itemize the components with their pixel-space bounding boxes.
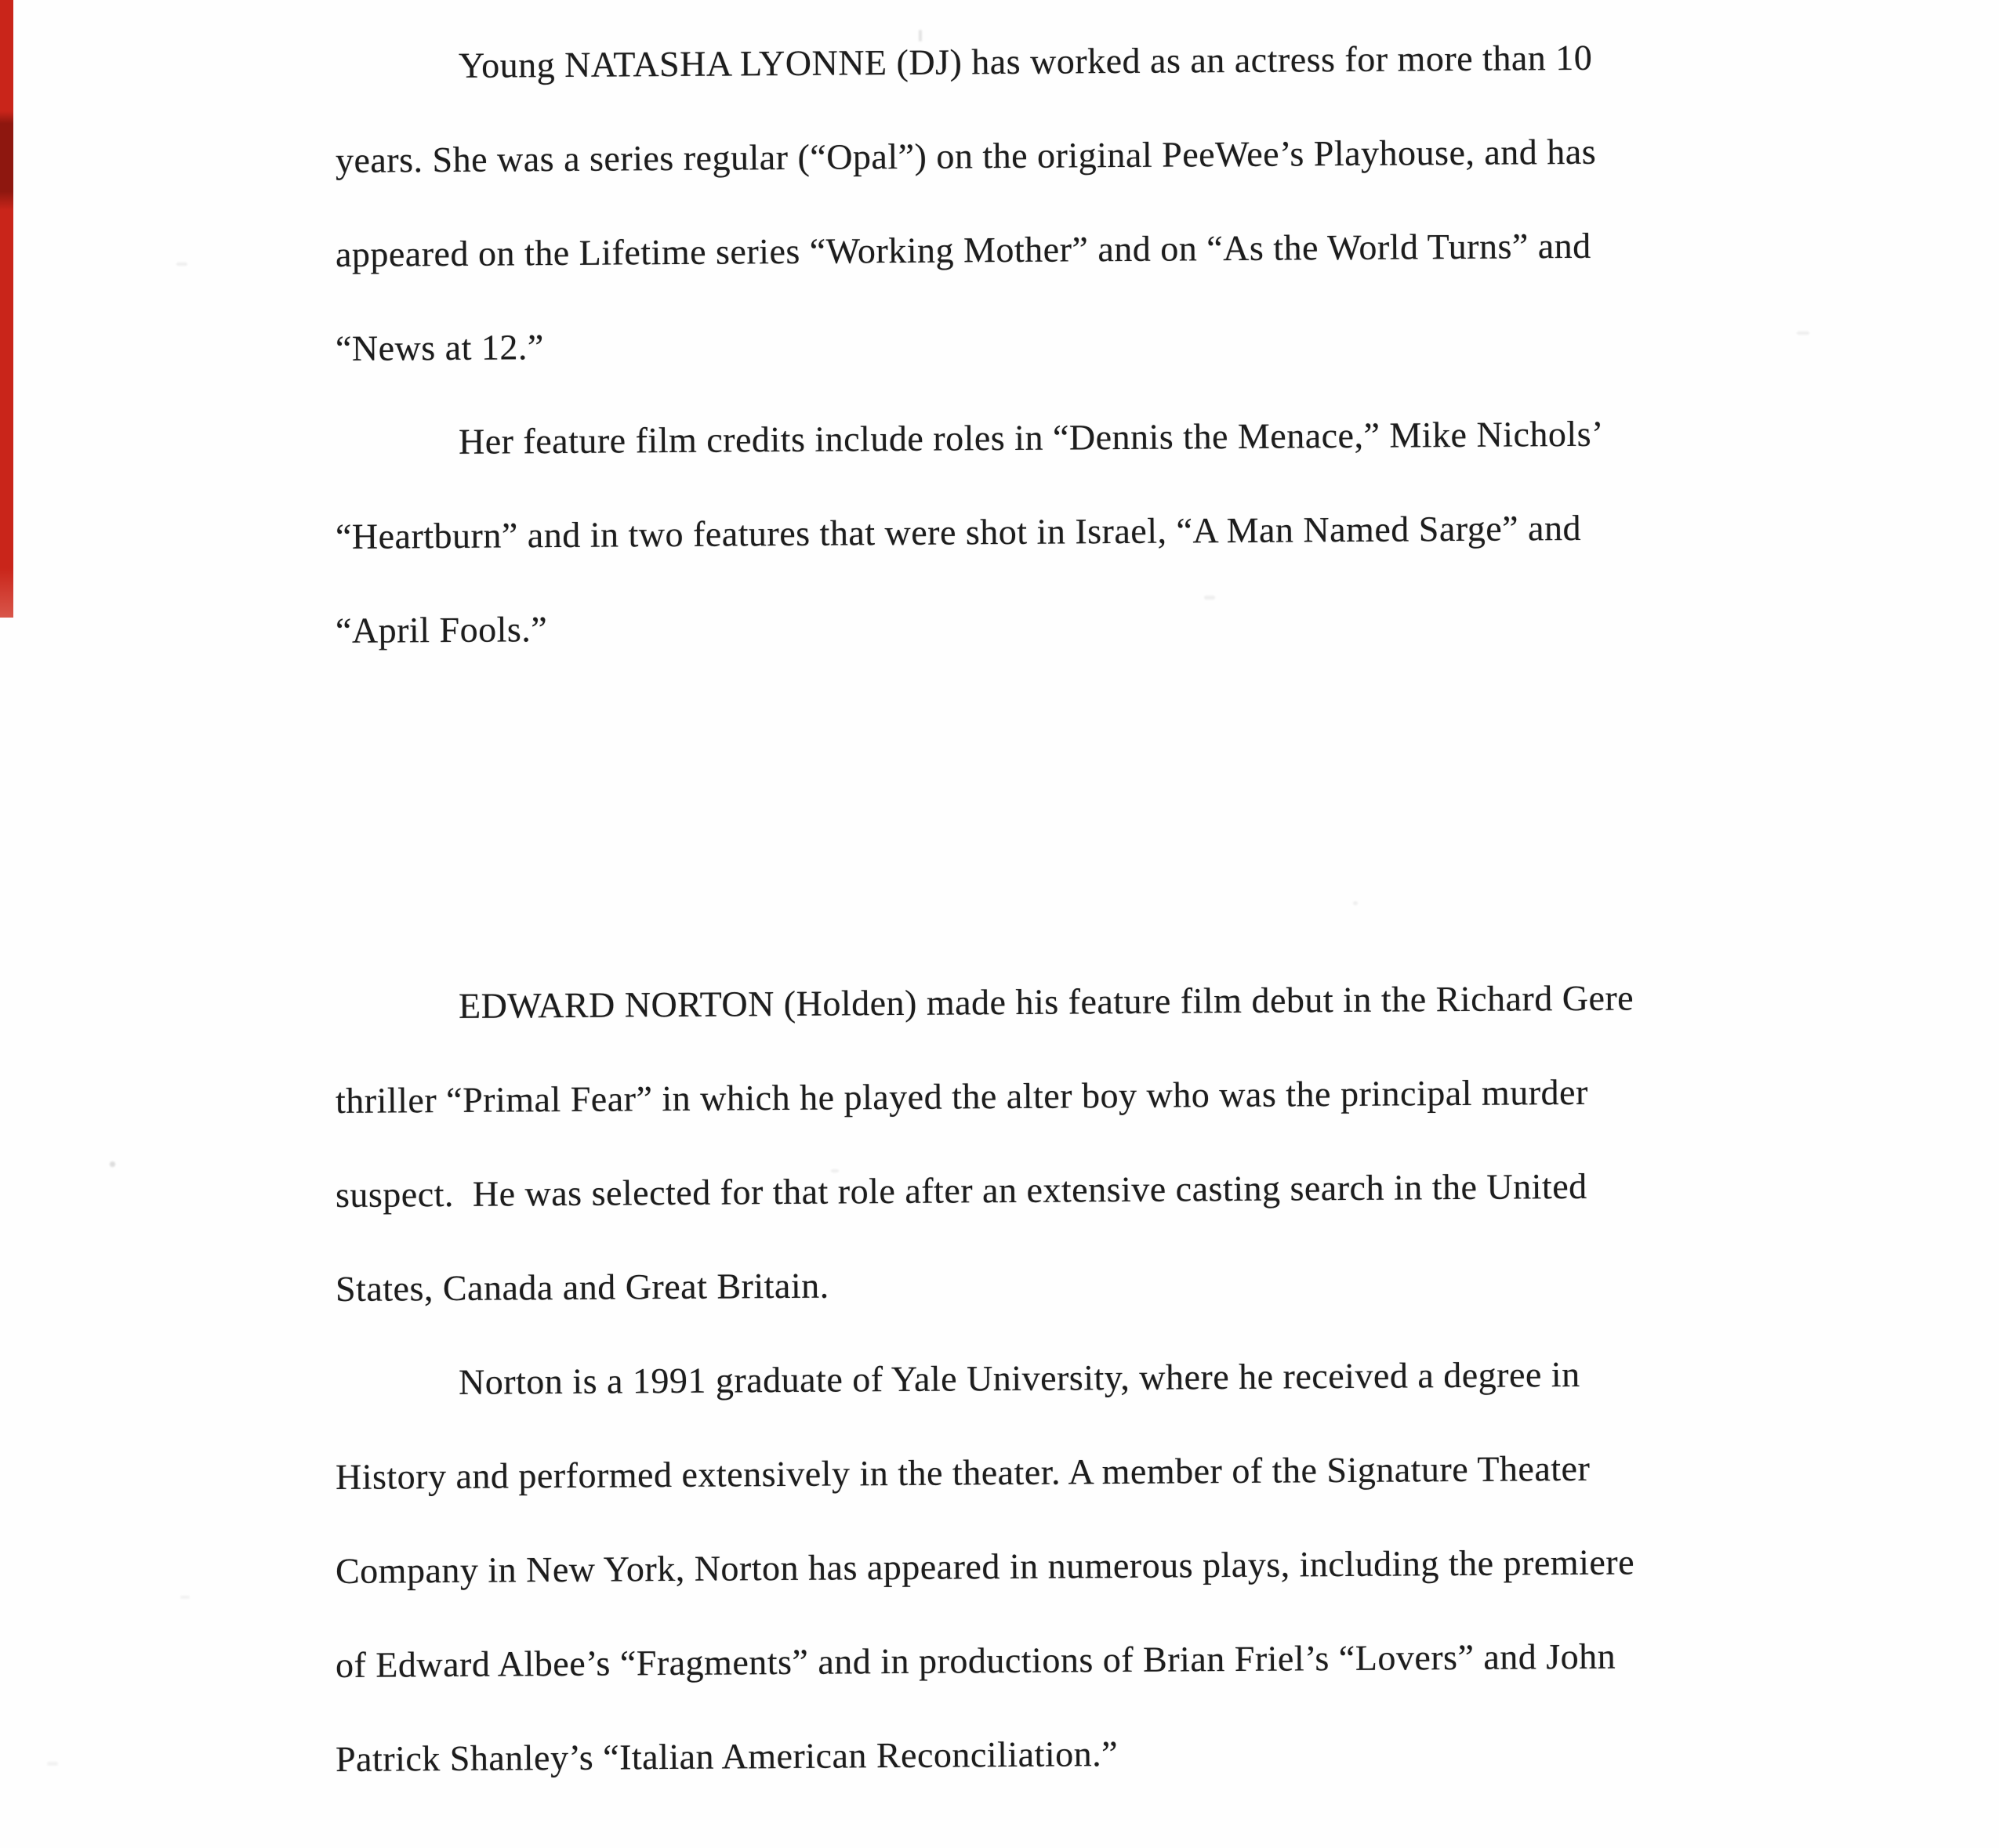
text-line: appeared on the Lifetime series “Working Mother” and on “As the World Turns” and [335, 225, 1591, 274]
scan-speck [110, 1161, 115, 1167]
scan-speck [919, 30, 922, 42]
scan-speck [180, 1596, 190, 1599]
scan-speck [1204, 596, 1215, 600]
text-line: Company in New York, Norton has appeared in numerous plays, including the premiere [335, 1542, 1635, 1591]
text-line: Her feature film credits include roles in “Dennis the Menace,” Mike Nichols’ [458, 413, 1605, 462]
text-line: “News at 12.” [335, 327, 544, 368]
text-line: years. She was a series regular (“Opal”) on the original PeeWee’s Playhouse, and has [335, 131, 1597, 180]
scan-speck [831, 1169, 839, 1172]
text-line: Norton is a 1991 graduate of Yale University, where he received a degree in [458, 1353, 1580, 1402]
text-line: EDWARD NORTON (Holden) made his feature film debut in the Richard Gere [458, 977, 1634, 1026]
text-line: “April Fools.” [335, 609, 548, 650]
scan-speck [176, 263, 187, 266]
text-line: States, Canada and Great Britain. [335, 1265, 829, 1309]
scan-speck [1797, 332, 1809, 335]
document-text [336, 20, 1739, 1806]
text-line: Young NATASHA LYONNE (DJ) has worked as an actress for more than 10 [458, 37, 1593, 85]
text-line: Patrick Shanley’s “Italian American Reconciliation.” [335, 1734, 1119, 1779]
text-line: suspect. He was selected for that role after an extensive casting search in the United [335, 1165, 1587, 1215]
text-line: thriller “Primal Fear” in which he played the alter boy who was the principal murder [335, 1071, 1588, 1121]
text-line: “Heartburn” and in two features that were shot in Israel, “A Man Named Sarge” and [335, 507, 1582, 556]
text-line: History and performed extensively in the theater. A member of the Signature Theater [335, 1448, 1591, 1497]
scan-speck [1353, 901, 1358, 905]
scan-artifact-red-bar [0, 0, 13, 618]
text-line: of Edward Albee’s “Fragments” and in productions of Brian Friel’s “Lovers” and John [335, 1636, 1616, 1685]
scan-speck [47, 1762, 58, 1766]
